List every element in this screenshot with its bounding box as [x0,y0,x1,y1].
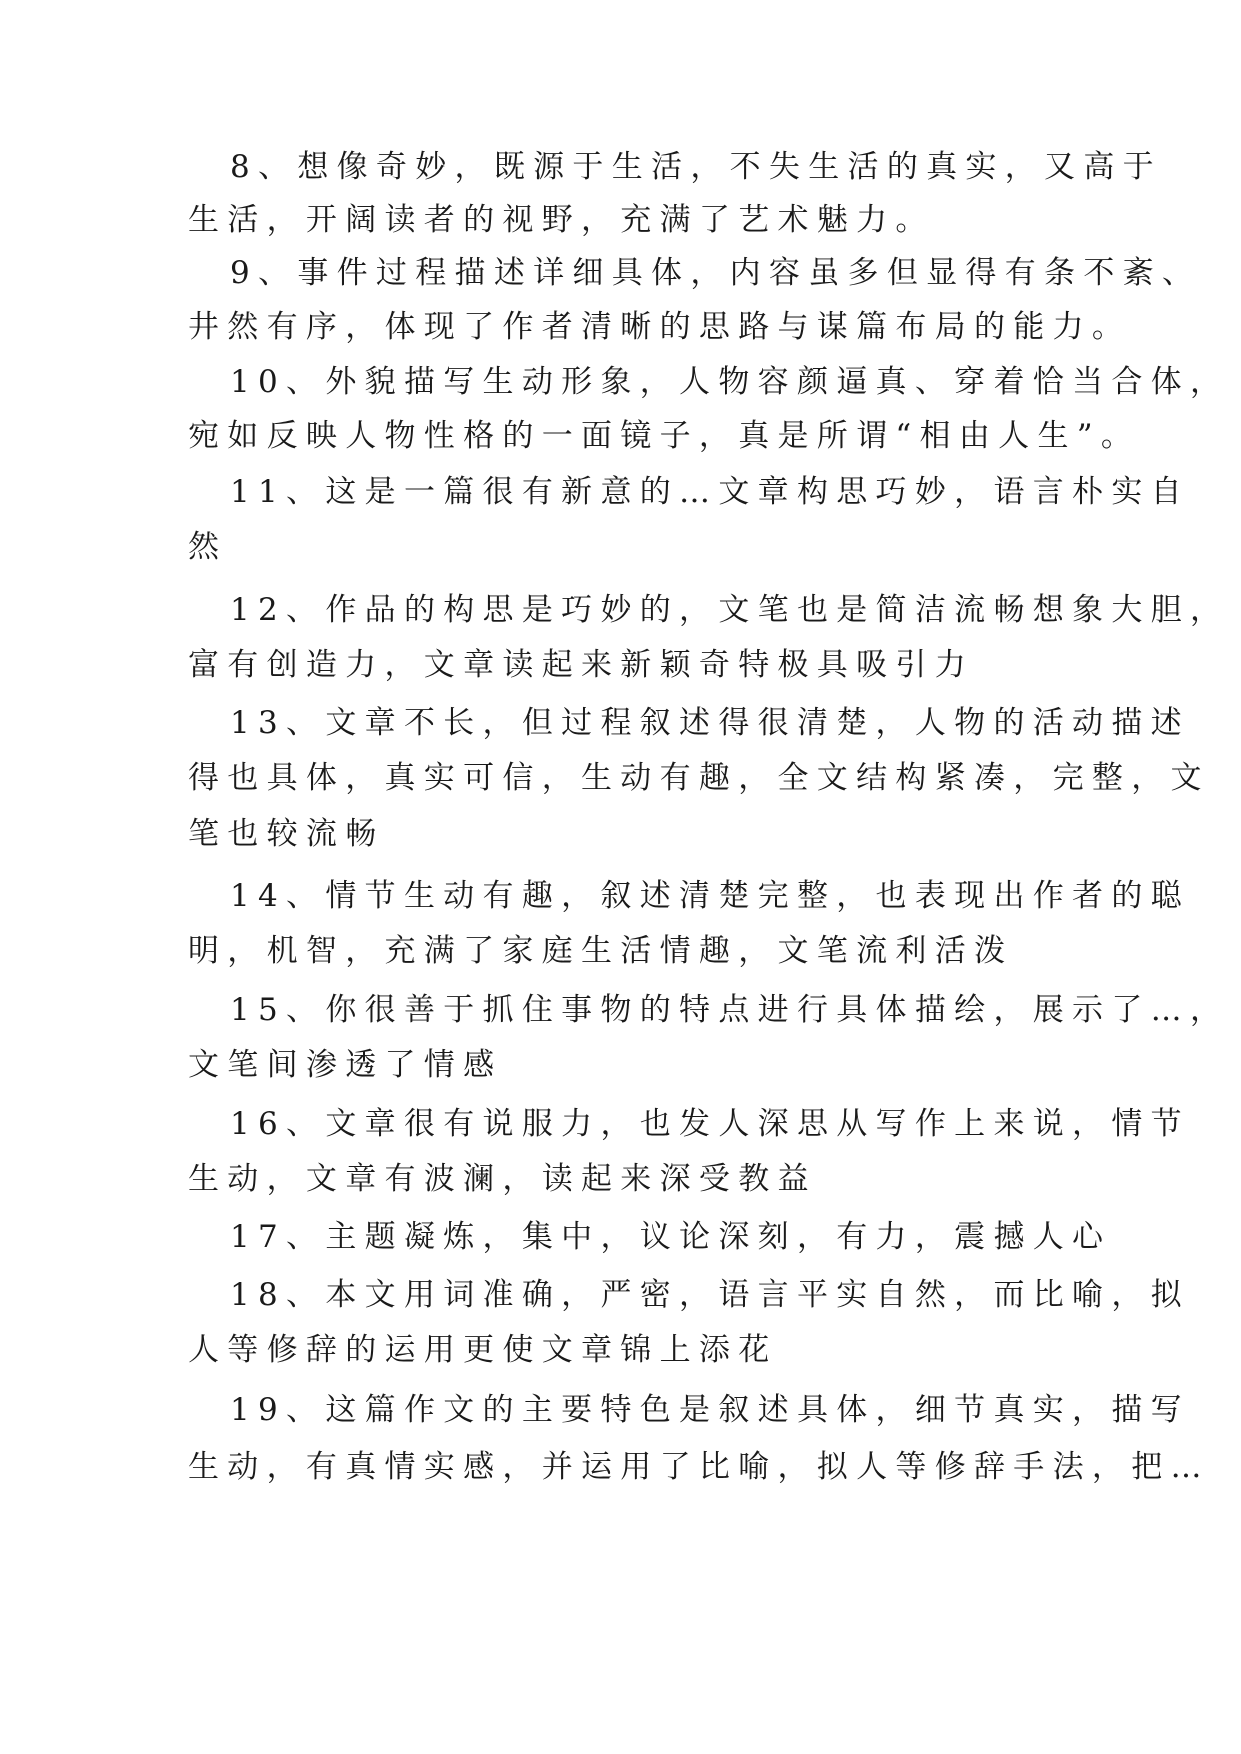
text-line: 生动，有真情实感，并运用了比喻，拟人等修辞手法，把… [188,1449,1210,1485]
text-line: 13、文章不长，但过程叙述得很清楚，人物的活动描述 [230,705,1190,741]
text-line: 10、外貌描写生动形象，人物容颜逼真、穿着恰当合体， [230,364,1230,400]
text-line: 15、你很善于抓住事物的特点进行具体描绘，展示了…， [230,992,1230,1028]
text-line: 16、文章很有说服力，也发人深思从写作上来说，情节 [230,1106,1190,1142]
text-line: 得也具体，真实可信，生动有趣，全文结构紧凑，完整，文 [188,760,1210,796]
text-line: 9、事件过程描述详细具体，内容虽多但显得有条不紊、 [230,255,1202,291]
text-line: 11、这是一篇很有新意的…文章构思巧妙，语言朴实自 [230,474,1190,510]
text-line: 14、情节生动有趣，叙述清楚完整，也表现出作者的聪 [230,878,1190,914]
text-line: 生活，开阔读者的视野，充满了艺术魅力。 [188,202,935,238]
text-line: 宛如反映人物性格的一面镜子，真是所谓“相由人生”。 [188,418,1141,454]
text-line: 明，机智，充满了家庭生活情趣，文笔流利活泼 [188,933,1014,969]
text-line: 12、作品的构思是巧妙的，文笔也是简洁流畅想象大胆， [230,592,1230,628]
text-line: 笔也较流畅 [188,816,385,852]
text-line: 17、主题凝炼，集中，议论深刻，有力，震撼人心 [230,1219,1112,1255]
text-line: 生动，文章有波澜，读起来深受教益 [188,1161,817,1197]
text-line: 8、想像奇妙，既源于生活，不失生活的真实，又高于 [230,149,1162,185]
text-line: 18、本文用词准确，严密，语言平实自然，而比喻，拟 [230,1277,1190,1313]
text-line: 人等修辞的运用更使文章锦上添花 [188,1332,778,1368]
text-line: 然 [188,529,228,565]
text-line: 井然有序，体现了作者清晰的思路与谋篇布局的能力。 [188,309,1132,345]
text-line: 富有创造力，文章读起来新颖奇特极具吸引力 [188,647,974,683]
text-line: 文笔间渗透了情感 [188,1047,503,1083]
text-line: 19、这篇作文的主要特色是叙述具体，细节真实，描写 [230,1392,1190,1428]
